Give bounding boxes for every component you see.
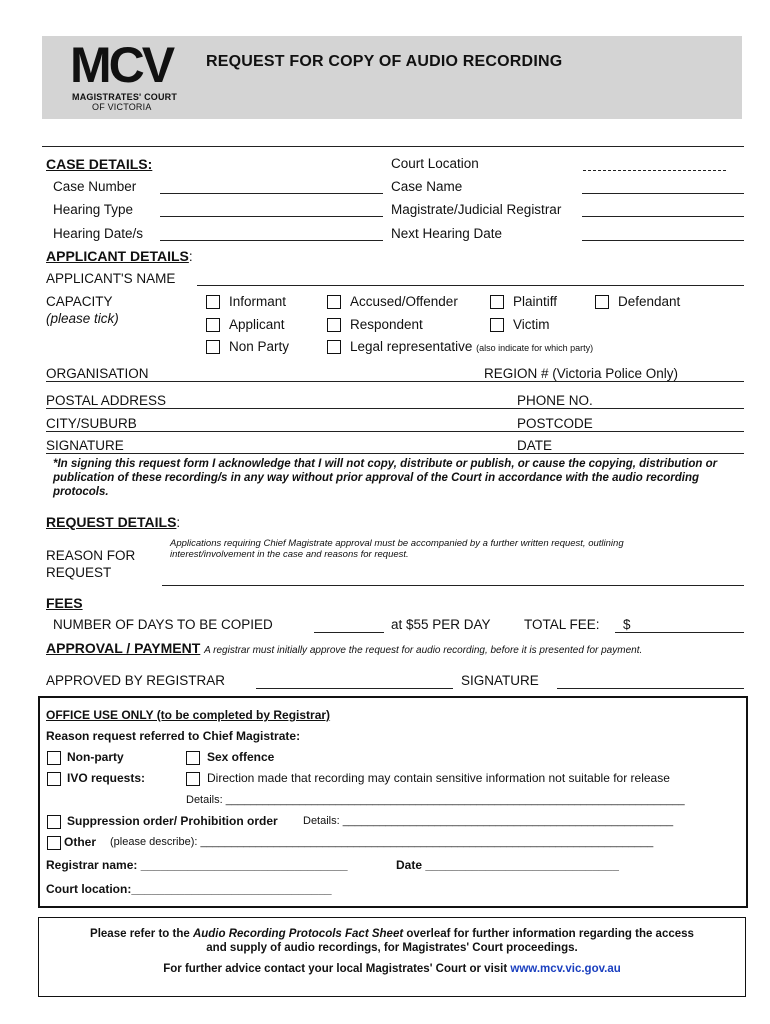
other-checkbox[interactable] [47,836,61,850]
logo-subtitle-1: MAGISTRATES' COURT [72,92,178,102]
days-label: NUMBER OF DAYS TO BE COPIED [53,617,273,632]
currency-symbol: $ [623,617,631,632]
approved-by-field[interactable] [256,688,453,689]
suppression-label: Suppression order/ Prohibition order [67,814,278,828]
organisation-label: ORGANISATION [46,366,149,381]
non-party-checkbox[interactable] [206,340,220,354]
non-party-office-checkbox[interactable] [47,751,61,765]
respondent-label: Respondent [350,317,423,332]
form-title: REQUEST FOR COPY OF AUDIO RECORDING [206,53,563,70]
city-label: CITY/SUBURB [46,416,137,431]
case-name-label: Case Name [391,179,463,194]
reason-label-2: REQUEST [46,565,112,580]
footer-advice: For further advice contact your local Magistrates' Court or visit www.mcv.vic.gov.au [163,963,621,975]
phone-label: PHONE NO. [517,393,593,408]
court-location-label: Court Location [391,156,479,171]
approval-note: A registrar must initially approve the request for audio recording, before it is presented for payment. [204,645,643,656]
rate-label: at $55 PER DAY [391,617,491,632]
court-location-office-field[interactable]: Court location:______________________________ [46,882,332,896]
applicant-label: Applicant [229,317,285,332]
case-name-field[interactable] [582,193,744,194]
office-use-heading: OFFICE USE ONLY (to be completed by Registrar) [46,708,331,722]
accused-checkbox[interactable] [327,295,341,309]
plaintiff-checkbox[interactable] [490,295,504,309]
approval-row [46,640,642,656]
accused-label: Accused/Offender [350,294,458,309]
postcode-label: POSTCODE [517,416,593,431]
date-label: DATE [517,438,553,453]
next-hearing-field[interactable] [582,240,744,241]
informant-label: Informant [229,294,287,309]
header-rule [42,146,744,147]
total-fee-label: TOTAL FEE: [524,617,600,632]
days-field[interactable] [314,632,384,633]
total-fee-field[interactable] [615,632,744,633]
defendant-label: Defendant [618,294,681,309]
direction-details-field[interactable]: Details: ___________________________________________________________________________ [186,794,685,806]
ivo-checkbox[interactable] [47,772,61,786]
hearing-type-label: Hearing Type [53,202,134,217]
legal-rep-checkbox[interactable] [327,340,341,354]
postal-address-field[interactable] [46,408,744,409]
applicant-name-field[interactable] [197,285,744,286]
respondent-checkbox[interactable] [327,318,341,332]
capacity-label: CAPACITY [46,294,113,309]
reason-field[interactable] [162,585,744,586]
legal-rep-label: Legal representative (also indicate for which party) [350,339,594,354]
sex-offence-label: Sex offence [207,750,275,764]
approval-heading: APPROVAL / PAYMENT [46,640,201,656]
plaintiff-label: Plaintiff [513,294,558,309]
hearing-dates-field[interactable] [160,240,383,241]
signature-field[interactable] [46,453,744,454]
suppression-checkbox[interactable] [47,815,61,829]
signature-label: SIGNATURE [46,438,124,453]
fees-heading: FEES [46,595,83,611]
other-label: Other [64,835,97,849]
non-party-label: Non Party [229,339,290,354]
approved-by-label: APPROVED BY REGISTRAR [46,673,226,688]
case-number-label: Case Number [53,179,137,194]
case-number-field[interactable] [160,193,383,194]
city-field[interactable] [46,431,744,432]
declaration-text: *In signing this request form I acknowledge that I will not copy, distribute or publish, or cause the copying, distribution or publication of these recording/s in any way without prior approval of the Court in accordance with the audio recording protocols. [53,458,718,498]
organisation-field[interactable] [46,381,744,382]
mcv-website-link[interactable]: www.mcv.vic.gov.au [510,963,621,975]
victim-label: Victim [513,317,550,332]
approval-signature-label: SIGNATURE [461,673,539,688]
mcv-logo: MCV [70,37,173,93]
reason-label-1: REASON FOR [46,548,136,563]
non-party-office-label: Non-party [67,750,124,764]
magistrate-label: Magistrate/Judicial Registrar [391,202,562,217]
direction-label: Direction made that recording may contain sensitive information not suitable for release [207,771,670,785]
sex-offence-checkbox[interactable] [186,751,200,765]
next-hearing-label: Next Hearing Date [391,226,503,241]
victim-checkbox[interactable] [490,318,504,332]
other-description-field[interactable]: (please describe): __________________________________________________________________________ [110,836,654,848]
applicant-name-label: APPLICANT'S NAME [46,271,176,286]
applicant-details-heading: APPLICANT DETAILS: [46,248,193,264]
approval-signature-field[interactable] [557,688,744,689]
applicant-checkbox[interactable] [206,318,220,332]
legal-rep-note: (also indicate for which party) [476,343,594,353]
capacity-hint: (please tick) [46,311,119,326]
office-date-field[interactable]: Date _____________________________ [396,858,619,872]
informant-checkbox[interactable] [206,295,220,309]
request-note: Applications requiring Chief Magistrate approval must be accompanied by a further written request, outlining interest/involvement in the case and reasons for request. [170,538,624,560]
fact-sheet-title: Audio Recording Protocols Fact Sheet [192,928,404,940]
court-location-field[interactable] [583,170,726,171]
ivo-label: IVO requests: [67,771,146,785]
direction-checkbox[interactable] [186,772,200,786]
suppression-details-field[interactable]: Details: ______________________________________________________ [303,815,674,827]
hearing-type-field[interactable] [160,216,383,217]
request-details-heading: REQUEST DETAILS: [46,514,181,530]
defendant-checkbox[interactable] [595,295,609,309]
referred-label: Reason request referred to Chief Magistrate: [46,729,301,743]
postal-address-label: POSTAL ADDRESS [46,393,167,408]
footer-line-2: and supply of audio recordings, for Magistrates' Court proceedings. [206,942,578,954]
region-label: REGION # (Victoria Police Only) [484,366,679,381]
hearing-dates-label: Hearing Date/s [53,226,144,241]
registrar-name-field[interactable]: Registrar name: _______________________________ [46,858,348,872]
logo-subtitle-2: OF VICTORIA [92,102,152,112]
magistrate-field[interactable] [582,216,744,217]
footer-line-1: Please refer to the Audio Recording Protocols Fact Sheet overleaf for further information regarding the access [90,928,694,940]
case-details-heading: CASE DETAILS: [46,156,153,172]
